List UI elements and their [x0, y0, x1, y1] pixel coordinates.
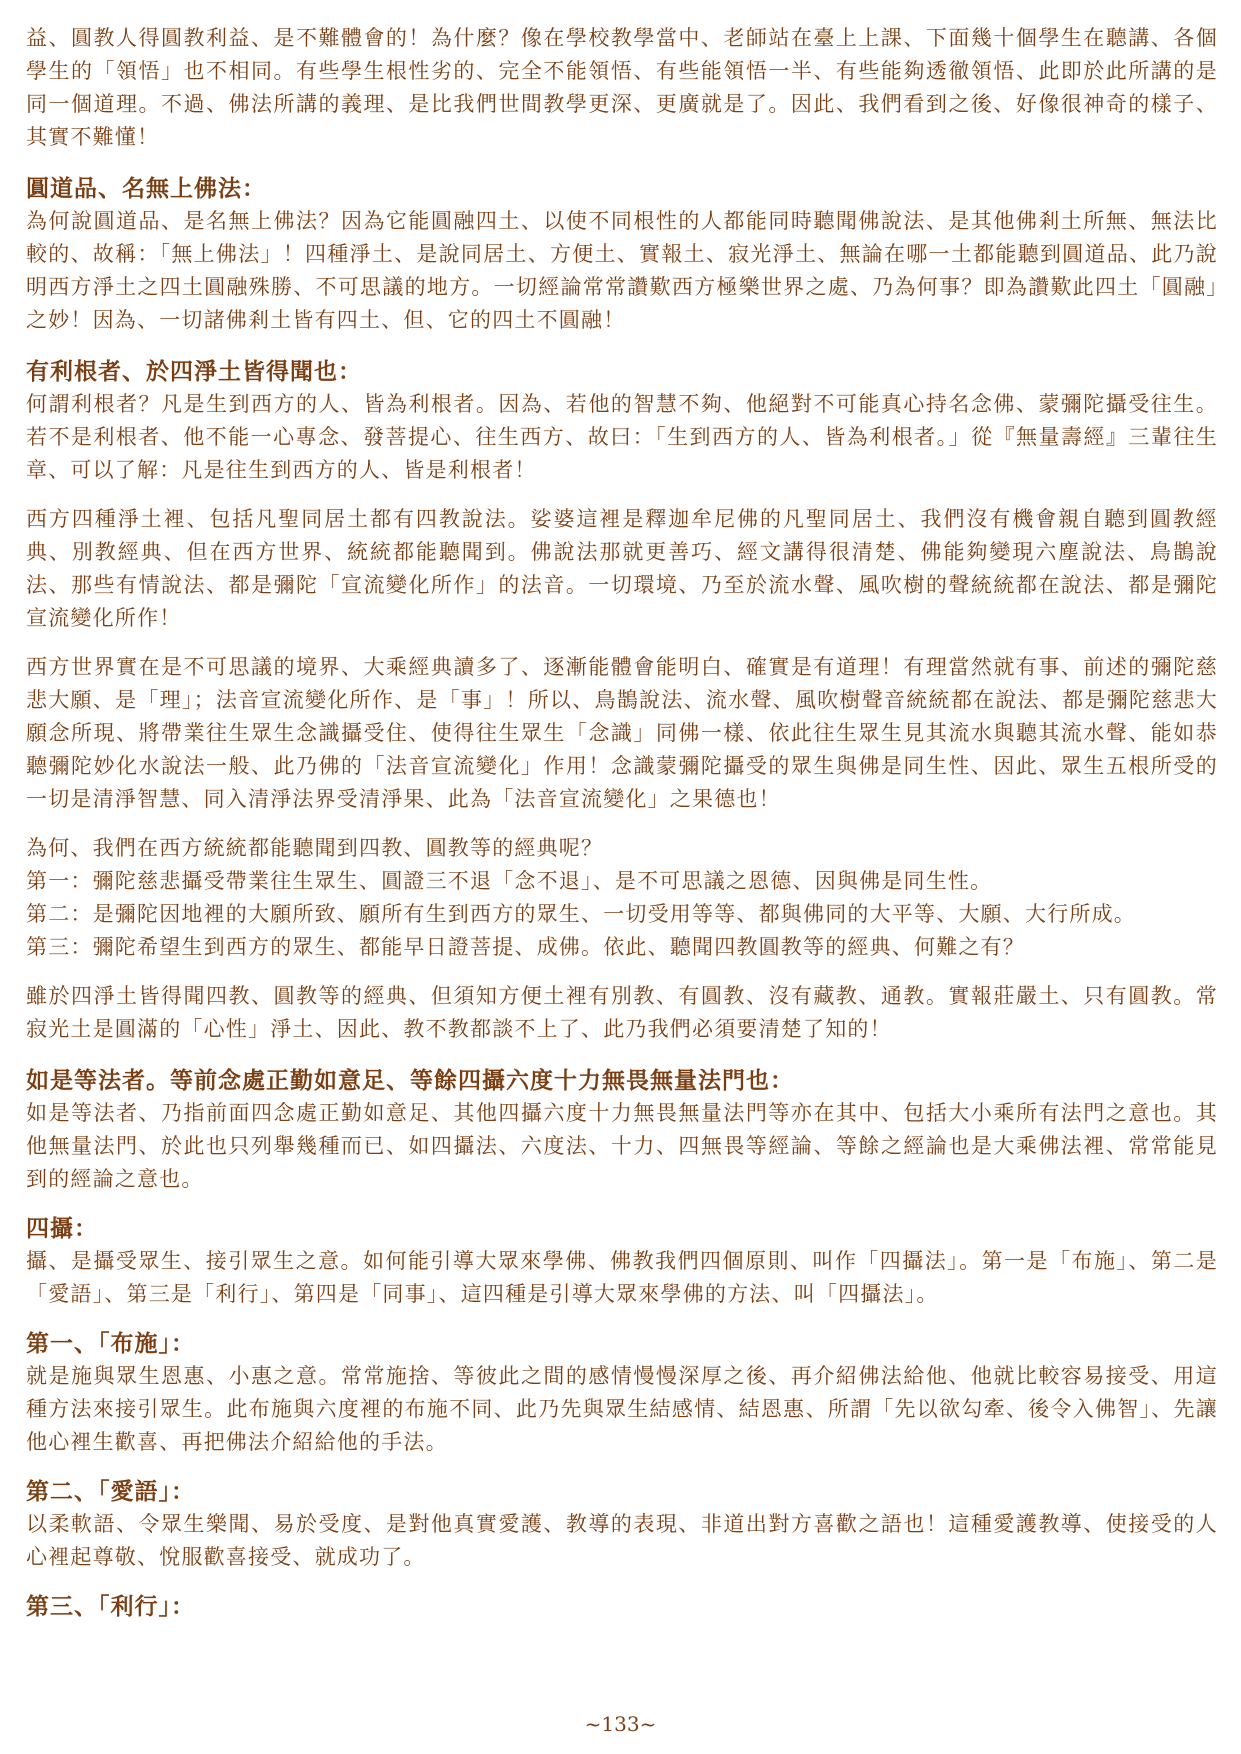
reason-item-2: 第二：是彌陀因地裡的大願所致、願所有生到西方的眾生、一切受用等等、都與佛同的大平等、大願、大行所成。	[26, 902, 1136, 926]
section-heading-aiyu: 第二、「愛語」：	[26, 1478, 195, 1505]
page-number: ~133~	[584, 1712, 657, 1736]
paragraph-suiyu: 雖於四淨土皆得聞四教、圓教等的經典、但須知方便土裡有別教、有圓教、沒有藏教、通教。實報莊嚴土、只有圓教。常寂光土是圓滿的「心性」淨土、因此、教不教都談不上了、此乃我們必須要清楚了知的！	[26, 984, 1218, 1041]
section-heading-lixing: 第三、「利行」：	[26, 1593, 195, 1620]
page-body	[26, 22, 1218, 1623]
section-heading-rushi: 如是等法者。等前念處正勤如意足、等餘四攝六度十力無畏無量法門也：	[26, 1067, 794, 1094]
reason-item-1: 第一：彌陀慈悲攝受帶業往生眾生、圓證三不退「念不退」、是不可思議之恩德、因與佛是同生性。	[26, 869, 993, 893]
paragraph-bushi: 就是施與眾生恩惠、小惠之意。常常施捨、等彼此之間的感情慢慢深厚之後、再介紹佛法給他、他就比較容易接受、用這種方法來接引眾生。此布施與六度裡的布施不同、此乃先與眾生結感情、結恩惠、所謂「先以欲勾牽、後令入佛智」、先讓他心裡生歡喜、再把佛法介紹給他的手法。	[26, 1364, 1218, 1454]
reason-item-3: 第三：彌陀希望生到西方的眾生、都能早日證菩提、成佛。依此、聽聞四教圓教等的經典、何難之有？	[26, 935, 1025, 959]
paragraph-weihe: 為何、我們在西方統統都能聽聞到四教、圓教等的經典呢？	[26, 836, 604, 860]
intro-paragraph: 益、圓教人得圓教利益、是不難體會的！為什麼？像在學校教學當中、老師站在臺上上課、下面幾十個學生在聽講、各個學生的「領悟」也不相同。有些學生根性劣的、完全不能領悟、有些能領悟一半、有些能夠透徹領悟、此即於此所講的是同一個道理。不過、佛法所講的義理、是比我們世間教學更深、更廣就是了。因此、我們看到之後、好像很神奇的樣子、其實不難懂！	[26, 26, 1218, 149]
paragraph-yuandaopin: 為何說圓道品、是名無上佛法？因為它能圓融四土、以使不同根性的人都能同時聽聞佛說法、是其他佛剎土所無、無法比較的、故稱：「無上佛法」！四種淨土、是說同居土、方便土、實報土、寂光淨土、無論在哪一土都能聽到圓道品、此乃說明西方淨土之四土圓融殊勝、不可思議的地方。一切經論常常讚歎西方極樂世界之處、乃為何事？即為讚歎此四土「圓融」之妙！因為、一切諸佛剎土皆有四土、但、它的四土不圓融！	[26, 209, 1218, 332]
section-heading-ligen: 有利根者、於四淨土皆得聞也：	[26, 358, 362, 385]
paragraph-sishe: 攝、是攝受眾生、接引眾生之意。如何能引導大眾來學佛、佛教我們四個原則、叫作「四攝法」。第一是「布施」、第二是「愛語」、第三是「利行」、第四是「同事」、這四種是引導大眾來學佛的方法、叫「四攝法」。	[26, 1249, 1218, 1306]
paragraph-ligen: 何謂利根者？凡是生到西方的人、皆為利根者。因為、若他的智慧不夠、他絕對不可能真心持名念佛、蒙彌陀攝受往生。若不是利根者、他不能一心專念、發菩提心、往生西方、故曰：「生到西方的人、皆為利根者。」從『無量壽經』三輩往生章、可以了解：凡是往生到西方的人、皆是利根者！	[26, 392, 1218, 482]
section-heading-bushi: 第一、「布施」：	[26, 1330, 195, 1357]
paragraph-xifang: 西方世界實在是不可思議的境界、大乘經典讀多了、逐漸能體會能明白、確實是有道理！有理當然就有事、前述的彌陀慈悲大願、是「理」；法音宣流變化所作、是「事」！所以、鳥鵲說法、流水聲、風吹樹聲音統統都在說法、都是彌陀慈悲大願念所現、將帶業往生眾生念識攝受住、使得往生眾生「念識」同佛一樣、依此往生眾生見其流水與聽其流水聲、能如恭聽彌陀妙化水說法一般、此乃佛的「法音宣流變化」作用！念識蒙彌陀攝受的眾生與佛是同生性、因此、眾生五根所受的一切是清淨智慧、同入清淨法界受清淨果、此為「法音宣流變化」之果德也！	[26, 655, 1218, 811]
paragraph-rushi: 如是等法者、乃指前面四念處正勤如意足、其他四攝六度十力無畏無量法門等亦在其中、包括大小乘所有法門之意也。其他無量法門、於此也只列舉幾種而已、如四攝法、六度法、十力、四無畏等經論、等餘之經論也是大乘佛法裡、常常能見到的經論之意也。	[26, 1101, 1218, 1191]
section-heading-yuandaopin: 圓道品、名無上佛法：	[26, 175, 266, 202]
paragraph-aiyu: 以柔軟語、令眾生樂聞、易於受度、是對他真實愛護、教導的表現、非道出對方喜歡之語也！這種愛護教導、使接受的人心裡起尊敬、悅服歡喜接受、就成功了。	[26, 1512, 1218, 1569]
section-heading-sishe: 四攝：	[26, 1215, 98, 1242]
paragraph-sizhong: 西方四種淨土裡、包括凡聖同居土都有四教說法。娑婆這裡是釋迦牟尼佛的凡聖同居土、我們沒有機會親自聽到圓教經典、別教經典、但在西方世界、統統都能聽聞到。佛說法那就更善巧、經文講得很清楚、佛能夠變現六塵說法、鳥鵲說法、那些有情說法、都是彌陀「宣流變化所作」的法音。一切環境、乃至於流水聲、風吹樹的聲統統都在說法、都是彌陀宣流變化所作！	[26, 507, 1218, 630]
